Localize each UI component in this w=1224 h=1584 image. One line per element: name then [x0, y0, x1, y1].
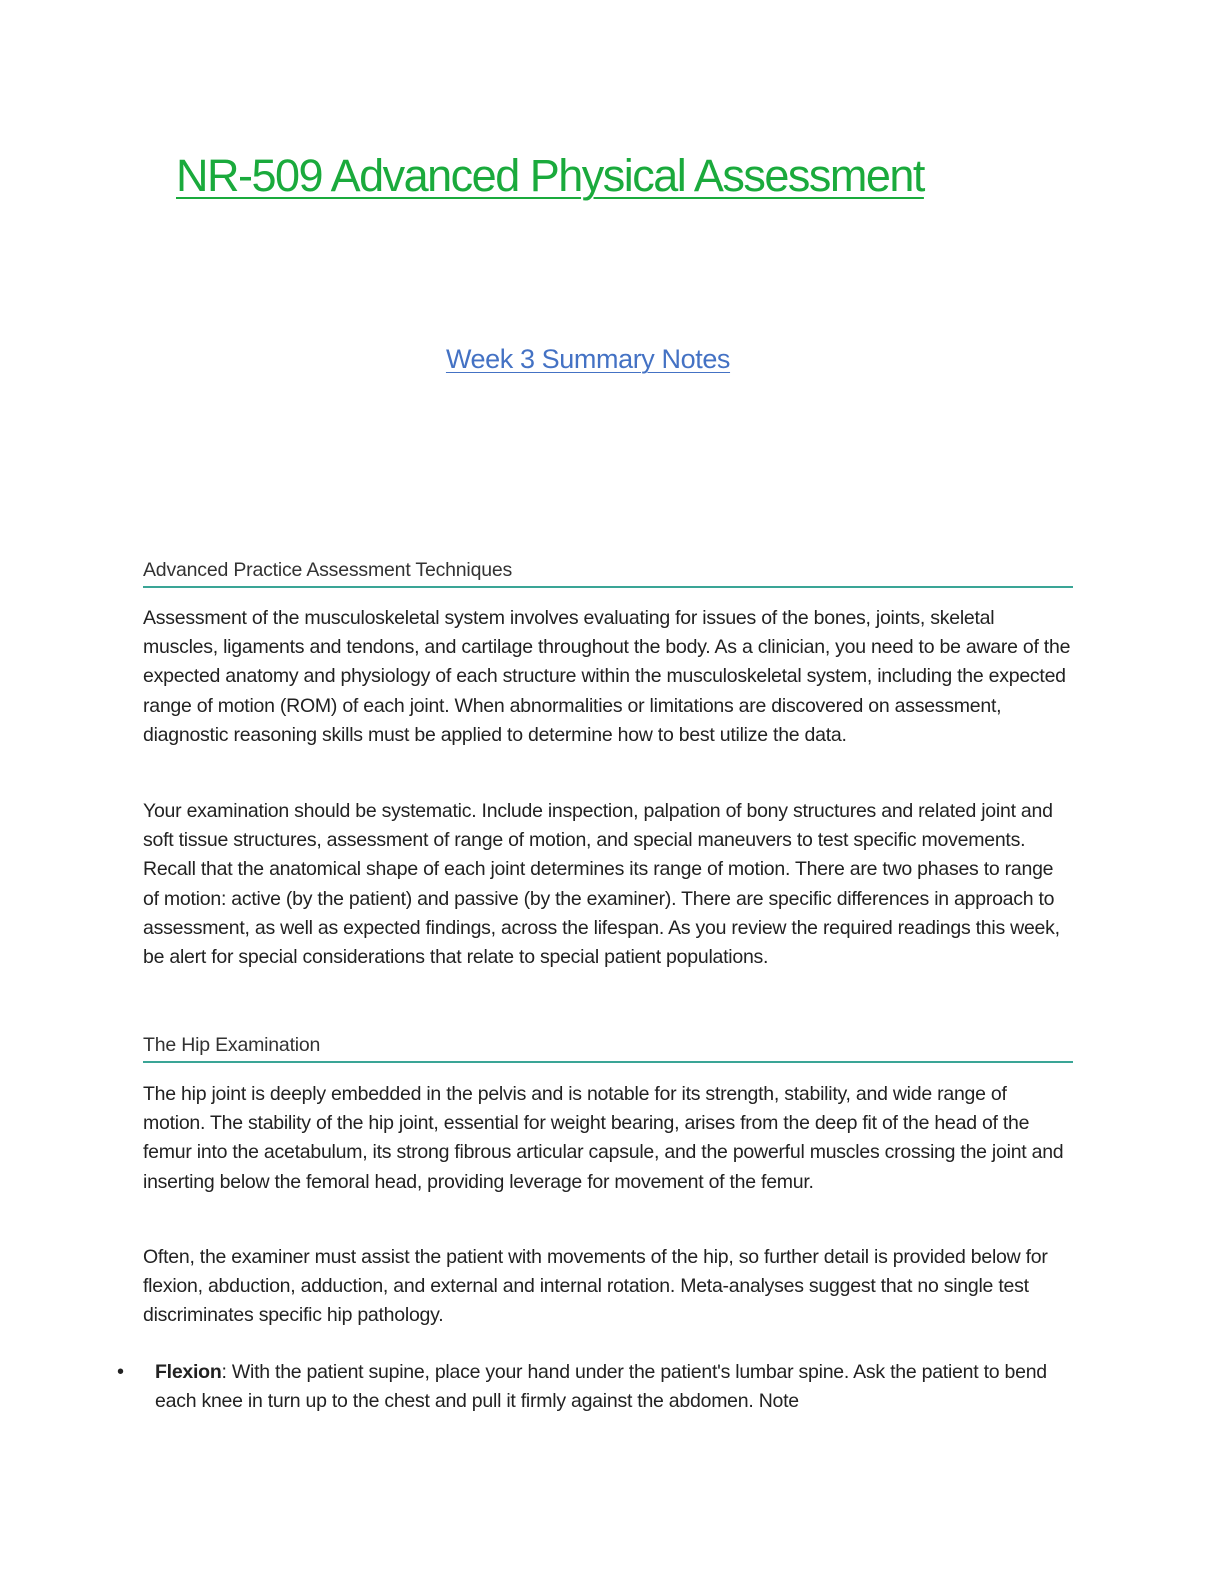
bullet-list — [117, 1358, 1073, 1416]
bullet-text: With the patient supine, place your hand under the patient's lumbar spine. Ask the patient to bend each knee in turn up to the chest and pull it firmly against the abdomen. Note — [155, 1361, 1047, 1413]
section-heading: The Hip Examination — [143, 1032, 1073, 1063]
paragraph: Often, the examiner must assist the patient with movements of the hip, so further detail is provided below for flexion, abduction, adduction, and external and internal rotation. Meta-analyses suggest that no single test discriminates specific hip pathology. — [143, 1246, 1048, 1327]
bullet-list-container — [117, 1358, 1073, 1416]
page-subtitle: Week 3 Summary Notes — [445, 344, 731, 374]
paragraph: Assessment of the musculoskeletal system involves evaluating for issues of the bones, joints, skeletal muscles, ligaments and tendons, and cartilage throughout the body. As a clinician, you need to be aware of the expected anatomy and physiology of each structure within the musculoskeletal system, including the expected range of motion (ROM) of each joint. When abnormalities or limitations are discovered on assessment, diagnostic reasoning skills must be applied to determine how to best utilize the data. — [143, 607, 1071, 746]
bullet-icon: • — [117, 1361, 124, 1383]
bullet-separator: : — [221, 1361, 232, 1383]
paragraph: Your examination should be systematic. Include inspection, palpation of bony structures and related joint and soft tissue structures, assessment of range of motion, and special maneuvers to test specific movements. Recall that the anatomical shape of each joint determines its range of motion. There are two phases to range of motion: active (by the patient) and passive (by the examiner). There are specific differences in approach to assessment, as well as expected findings, across the lifespan. As you review the required readings this week, be alert for special considerations that relate to special patient populations. — [143, 800, 1060, 969]
section-body — [143, 604, 1073, 750]
section-hip-examination — [143, 1032, 1073, 1063]
page-title: NR-509 Advanced Physical Assessment — [176, 150, 924, 201]
bullet-term: Flexion — [155, 1361, 222, 1383]
list-item — [117, 1358, 1073, 1416]
section-body — [143, 1243, 1073, 1331]
section-heading: Advanced Practice Assessment Techniques — [143, 557, 1073, 588]
section-body — [143, 1080, 1073, 1197]
paragraph: The hip joint is deeply embedded in the pelvis and is notable for its strength, stability, and wide range of motion. The stability of the hip joint, essential for weight bearing, arises from the deep fit of the head of the femur into the acetabulum, its strong fibrous articular capsule, and the powerful muscles crossing the joint and inserting below the femoral head, providing leverage for movement of the femur. — [143, 1083, 1064, 1193]
section-body — [143, 797, 1073, 972]
section-assessment-techniques — [143, 557, 1073, 588]
